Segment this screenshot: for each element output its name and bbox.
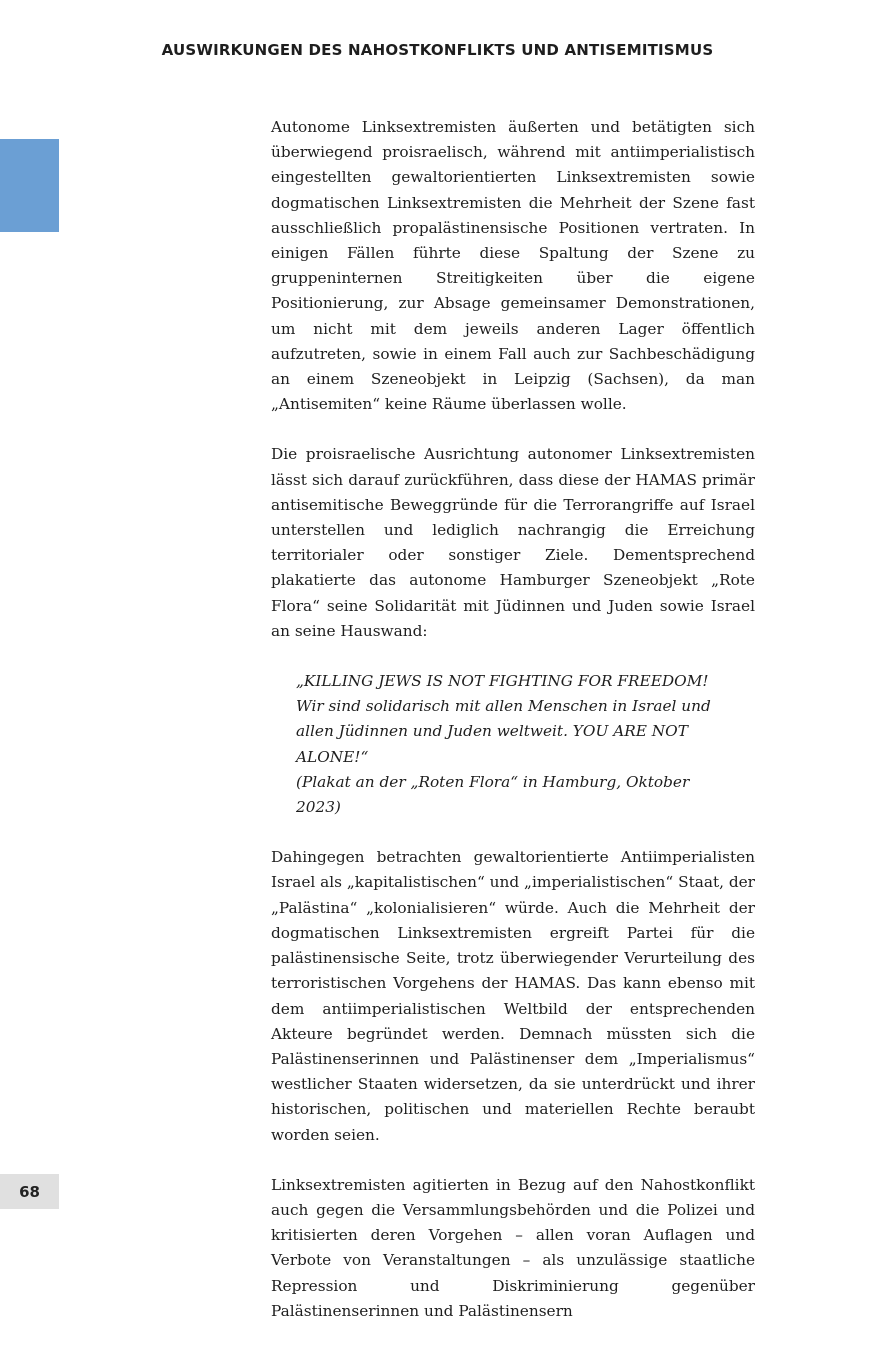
paragraph-4: Linksextremisten agitierten in Bezug auf den Nahostkonflikt auch gegen die Versammlungsbehörden und die Polizei und kritisierten deren Vorgehen – allen voran Auflagen und Verbote von Veranstaltungen – als unzulässige staatliche Repression und Diskriminierung gegenüber Palästinenserinnen und Palästinensern	[271, 1175, 755, 1320]
block-quote	[296, 669, 736, 820]
quote-source: (Plakat an der „Roten Flora“ in Hamburg, Oktober 2023)	[296, 772, 690, 817]
running-header: AUSWIRKUNGEN DES NAHOSTKONFLIKTS UND ANTISEMITISMUS	[161, 41, 714, 59]
quote-text: „KILLING JEWS IS NOT FIGHTING FOR FREEDOM! Wir sind solidarisch mit allen Menschen in Israel und allen Jüdinnen und Juden weltweit. YOU ARE NOT ALONE!“	[296, 672, 711, 766]
paragraph-3: Dahingegen betrachten gewaltorientierte Antiimperialisten Israel als „kapitalistischen“ und „imperialistischen“ Staat, der „Palästina“ „kolonialisieren“ würde. Auch die Mehrheit der dogmatischen Linksextremisten ergreift Partei für die palästinensische Seite, trotz überwiegender Verurteilung des terroristischen Vorgehens der HAMAS. Das kann ebenso mit dem antiimperialistischen Weltbild der entsprechenden Akteure begründet werden. Demnach müssten sich die Palästinenserinnen und Palästinenser dem „Imperialismus“ westlicher Staaten widersetzen, da sie unterdrückt und ihrer historischen, politischen und materiellen Rechte beraubt worden seien.	[271, 848, 755, 1144]
paragraph-1: Autonome Linksextremisten äußerten und betätigten sich überwiegend proisraelisch, während mit antiimperialistisch eingestellten gewaltorientierten Linksextremisten sowie dogmatischen Linksextremisten die Mehrheit der Szene fast ausschließlich propalästinensische Positionen vertraten. In einigen Fällen führte diese Spaltung der Szene zu gruppeninternen Streitigkeiten über die eigene Positionierung, zur Absage gemeinsamer Demonstrationen, um nicht mit dem jeweils anderen Lager öffentlich aufzutreten, sowie in einem Fall auch zur Sachbeschädigung an einem Szeneobjekt in Leipzig (Sachsen), da man „Antisemiten“ keine Räume überlassen wolle.	[271, 118, 755, 414]
paragraph-2: Die proisraelische Ausrichtung autonomer Linksextremisten lässt sich darauf zurückführen, dass diese der HAMAS primär antisemitische Beweggründe für die Terrorangriffe auf Israel unterstellen und lediglich nachrangig die Erreichung territorialer oder sonstiger Ziele. Dementsprechend plakatierte das autonome Hamburger Szeneobjekt „Rote Flora“ seine Solidarität mit Jüdinnen und Juden sowie Israel an seine Hauswand:	[271, 445, 755, 640]
body-text	[271, 115, 755, 1349]
chapter-side-tab	[0, 139, 59, 232]
page-number: 68	[0, 1174, 59, 1209]
